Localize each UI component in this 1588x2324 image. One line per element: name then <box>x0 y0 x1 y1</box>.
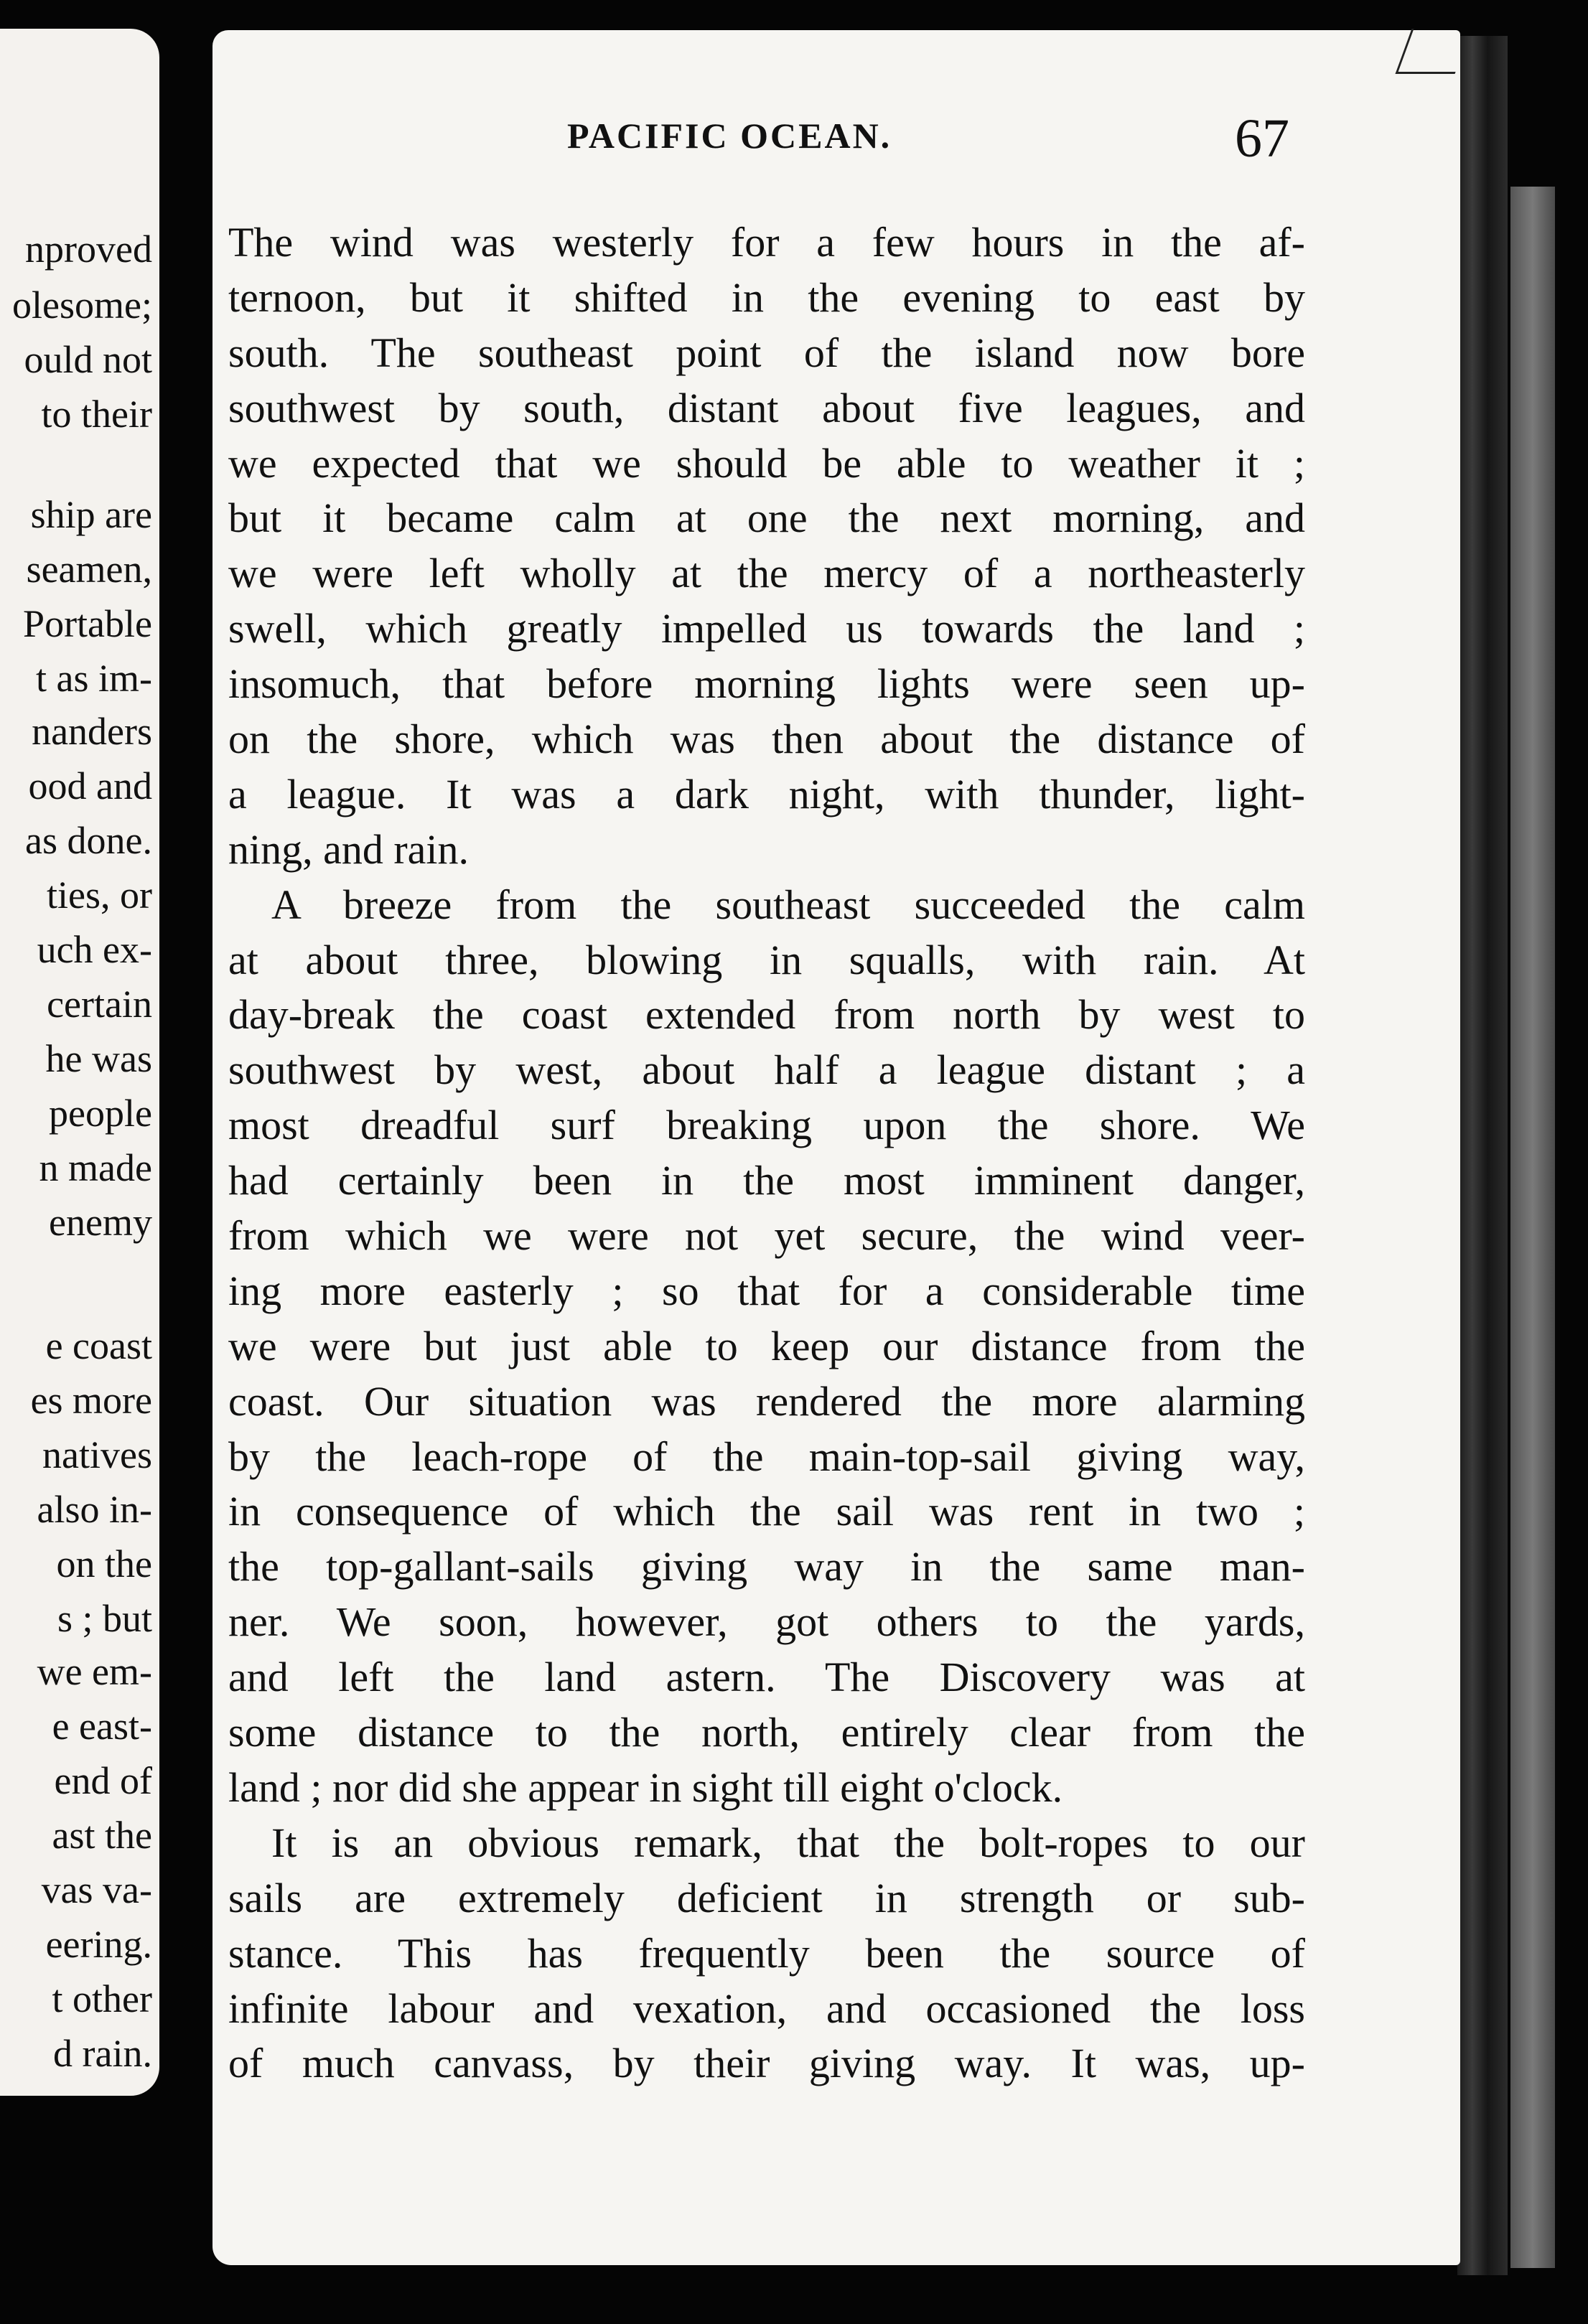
text-line: the top-gallant-sails giving way in the same man- <box>228 1543 1305 1590</box>
left-page-fragment: ship are <box>30 493 152 536</box>
left-page-fragment: e east- <box>52 1705 152 1748</box>
left-page-fragment: people <box>49 1092 152 1135</box>
left-page-fragment: uch ex- <box>37 928 152 971</box>
text-line: a league. It was a dark night, with thunder, light- <box>228 770 1305 817</box>
text-line: at about three, blowing in squalls, with rain. At <box>228 936 1305 983</box>
text-line: ning, and rain. <box>228 825 470 873</box>
left-page-fragment: end of <box>54 1759 152 1802</box>
text-line: south. The southeast point of the island now bore <box>228 329 1305 376</box>
left-page-fragment: on the <box>56 1542 152 1585</box>
left-page-fragment: eering. <box>45 1923 152 1966</box>
left-page-fragment: e coast <box>45 1324 152 1367</box>
left-page-fragment: vas va- <box>41 1868 152 1911</box>
text-line: but it became calm at one the next morning, and <box>228 495 1305 542</box>
text-line: we expected that we should be able to weather it ; <box>228 439 1305 487</box>
left-page-fragment: t other <box>52 1977 152 2020</box>
text-line: stance. This has frequently been the source of <box>228 1929 1305 1977</box>
text-line: southwest by west, about half a league distant ; a <box>228 1046 1305 1094</box>
text-line: we were left wholly at the mercy of a northeasterly <box>228 550 1305 597</box>
text-line: southwest by south, distant about five leagues, and <box>228 384 1305 431</box>
left-page-fragment: olesome; <box>12 284 152 327</box>
text-line: in consequence of which the sail was rent in two ; <box>228 1488 1305 1535</box>
left-page-fragment: he was <box>45 1037 152 1080</box>
text-line: and left the land astern. The Discovery was at <box>228 1654 1305 1701</box>
page-number: 67 <box>1235 108 1289 169</box>
left-facing-page <box>0 29 159 2096</box>
left-page-fragment: enemy <box>49 1201 152 1244</box>
text-line: insomuch, that before morning lights were seen up- <box>228 660 1305 708</box>
left-page-fragment: n made <box>39 1146 152 1189</box>
left-page-fragment: to their <box>41 393 152 436</box>
left-page-fragment: t as im- <box>36 657 152 700</box>
left-page-fragment: es more <box>30 1379 152 1422</box>
text-line: coast. Our situation was rendered the more alarming <box>228 1377 1305 1425</box>
text-line: by the leach-rope of the main-top-sail giving way, <box>228 1433 1305 1480</box>
text-line: ternoon, but it shifted in the evening to east by <box>228 273 1305 321</box>
text-line: It is an obvious remark, that the bolt-ropes to our <box>271 1819 1305 1866</box>
running-head: PACIFIC OCEAN. <box>567 116 892 156</box>
text-line: day-break the coast extended from north by west to <box>228 991 1305 1039</box>
page-edge-stack <box>1510 187 1555 2268</box>
left-page-fragment: ast the <box>52 1814 152 1857</box>
text-line: swell, which greatly impelled us towards the land ; <box>228 605 1305 652</box>
text-line: most dreadful surf breaking upon the shore. We <box>228 1102 1305 1149</box>
left-page-fragment: natives <box>42 1433 152 1476</box>
left-page-fragment: s ; but <box>57 1597 152 1640</box>
text-line: some distance to the north, entirely clear from the <box>228 1709 1305 1756</box>
text-line: land ; nor did she appear in sight till eight o'clock. <box>228 1763 1063 1811</box>
text-line: from which we were not yet secure, the wind veer- <box>228 1212 1305 1260</box>
left-page-fragment: we em- <box>37 1650 152 1693</box>
body-text <box>228 215 1305 2091</box>
page-edge <box>1457 36 1508 2275</box>
text-line: A breeze from the southeast succeeded the calm <box>271 881 1305 928</box>
left-page-fragment: certain <box>47 983 152 1026</box>
text-line: The wind was westerly for a few hours in the af- <box>228 219 1305 266</box>
left-page-fragment: ould not <box>24 338 152 381</box>
left-page-fragment: ties, or <box>47 873 152 917</box>
text-line: infinite labour and vexation, and occasioned the loss <box>228 1985 1305 2032</box>
left-page-fragment: as done. <box>25 819 152 862</box>
text-line: of much canvass, by their giving way. It was, up- <box>228 2040 1305 2087</box>
text-line: ing more easterly ; so that for a considerable time <box>228 1267 1305 1314</box>
text-line: on the shore, which was then about the distance of <box>228 716 1305 763</box>
left-page-fragment: seamen, <box>26 548 152 591</box>
text-line: had certainly been in the most imminent danger, <box>228 1157 1305 1204</box>
left-page-fragment: nproved <box>25 228 152 271</box>
text-line: we were but just able to keep our distance from the <box>228 1322 1305 1369</box>
left-page-fragment: also in- <box>37 1488 152 1531</box>
left-page-fragment: d rain. <box>53 2032 152 2075</box>
left-page-fragment: nanders <box>32 710 152 753</box>
text-line: sails are extremely deficient in strength or sub- <box>228 1874 1305 1921</box>
left-page-fragment: ood and <box>28 764 152 807</box>
left-page-fragment: Portable <box>23 602 152 645</box>
text-line: ner. We soon, however, got others to the yards, <box>228 1598 1305 1646</box>
